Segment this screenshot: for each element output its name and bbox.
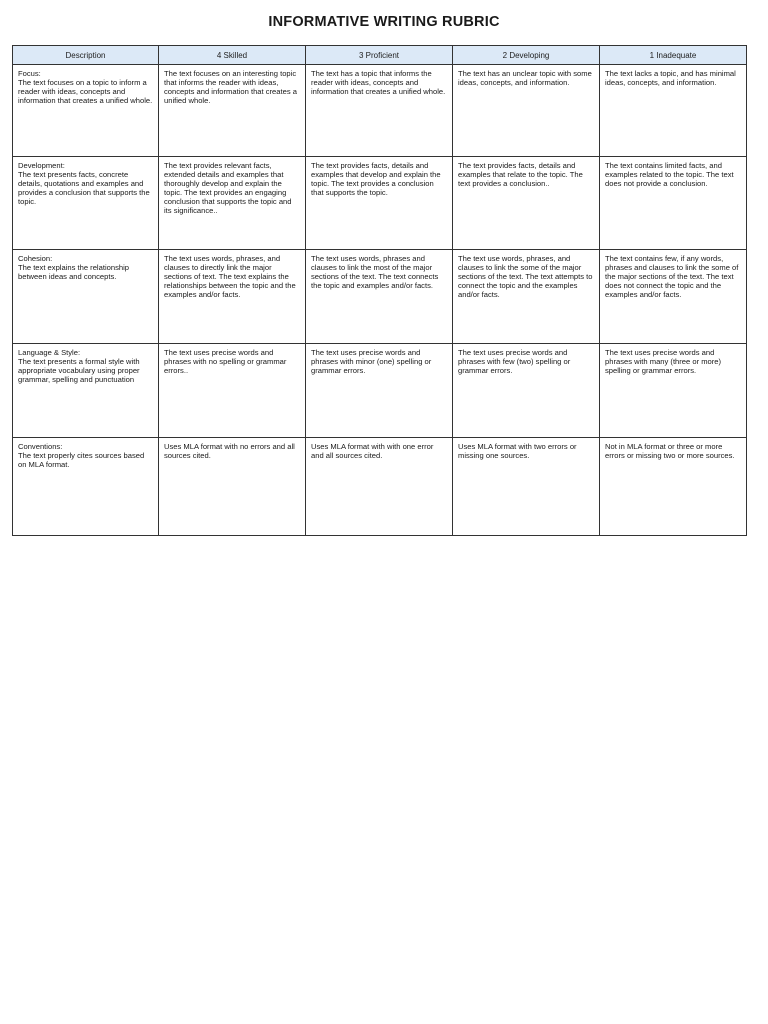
criterion-cell <box>13 344 159 438</box>
page-title: INFORMATIVE WRITING RUBRIC <box>268 14 500 30</box>
criterion-description: The text presents facts, concrete details, quotations and examples and provides a conclusion that supports the topic. <box>18 170 150 206</box>
rubric-cell-inadequate: The text contains limited facts, and examples related to the topic. The text does not provide a conclusion. <box>600 157 747 250</box>
criterion-name: Development: <box>18 161 65 170</box>
rubric-cell-proficient: The text uses words, phrases and clauses to link the most of the major sections of the text. The text connects the topic and examples and/or facts. <box>306 250 453 344</box>
criterion-name: Conventions: <box>18 442 63 451</box>
rubric-table <box>12 45 747 536</box>
rubric-cell-proficient: Uses MLA format with with one error and all sources cited. <box>306 438 453 536</box>
rubric-cell-developing: The text uses precise words and phrases with few (two) spelling or grammar errors. <box>453 344 600 438</box>
rubric-cell-skilled: The text uses words, phrases, and clauses to directly link the major sections of text. The text explains the relationships between the topic and the examples and/or facts. <box>159 250 306 344</box>
header-skilled: 4 Skilled <box>159 46 306 65</box>
rubric-cell-skilled: Uses MLA format with no errors and all sources cited. <box>159 438 306 536</box>
header-proficient: 3 Proficient <box>306 46 453 65</box>
rubric-cell-skilled: The text focuses on an interesting topic that informs the reader with ideas, concepts and information that creates a unified whole. <box>159 65 306 157</box>
table-row <box>13 344 747 438</box>
table-row <box>13 65 747 157</box>
criterion-name: Focus: <box>18 69 41 78</box>
rubric-cell-developing: The text has an unclear topic with some ideas, concepts, and information. <box>453 65 600 157</box>
rubric-cell-developing: The text use words, phrases, and clauses to link the some of the major sections of the text. The text attempts to connect the topic and the examples and/or facts. <box>453 250 600 344</box>
criterion-cell <box>13 65 159 157</box>
rubric-cell-skilled: The text provides relevant facts, extended details and examples that thoroughly develop and explain the topic. The text provides an engaging conclusion that supports the topic and its significance.. <box>159 157 306 250</box>
criterion-name: Language & Style: <box>18 348 81 357</box>
rubric-cell-developing: Uses MLA format with two errors or missing one sources. <box>453 438 600 536</box>
criterion-cell <box>13 157 159 250</box>
rubric-cell-inadequate: The text contains few, if any words, phrases and clauses to link the some of the major sections of the text. The text does not connect the topic and the examples and/or facts. <box>600 250 747 344</box>
rubric-cell-skilled: The text uses precise words and phrases with no spelling or grammar errors.. <box>159 344 306 438</box>
rubric-cell-inadequate: The text lacks a topic, and has minimal ideas, concepts, and information. <box>600 65 747 157</box>
header-description: Description <box>13 46 159 65</box>
rubric-cell-inadequate: The text uses precise words and phrases with many (three or more) spelling or grammar errors. <box>600 344 747 438</box>
rubric-cell-proficient: The text uses precise words and phrases with minor (one) spelling or grammar errors. <box>306 344 453 438</box>
criterion-description: The text explains the relationship between ideas and concepts. <box>18 263 130 281</box>
criterion-description: The text presents a formal style with appropriate vocabulary using proper grammar, spelling and punctuation <box>18 357 140 384</box>
table-row <box>13 250 747 344</box>
criterion-cell <box>13 250 159 344</box>
criterion-cell <box>13 438 159 536</box>
rubric-cell-proficient: The text provides facts, details and examples that develop and explain the topic. The text provides a conclusion that supports the topic. <box>306 157 453 250</box>
rubric-cell-proficient: The text has a topic that informs the reader with ideas, concepts and information that creates a unified whole. <box>306 65 453 157</box>
criterion-description: The text focuses on a topic to inform a reader with ideas, concepts and information that creates a unified whole. <box>18 78 153 105</box>
table-row <box>13 438 747 536</box>
criterion-description: The text properly cites sources based on MLA format. <box>18 451 145 469</box>
rubric-cell-developing: The text provides facts, details and examples that relate to the topic. The text provides a conclusion.. <box>453 157 600 250</box>
header-inadequate: 1 Inadequate <box>600 46 747 65</box>
header-row <box>13 46 747 65</box>
header-developing: 2 Developing <box>453 46 600 65</box>
rubric-cell-inadequate: Not in MLA format or three or more errors or missing two or more sources. <box>600 438 747 536</box>
table-row <box>13 157 747 250</box>
criterion-name: Cohesion: <box>18 254 53 263</box>
